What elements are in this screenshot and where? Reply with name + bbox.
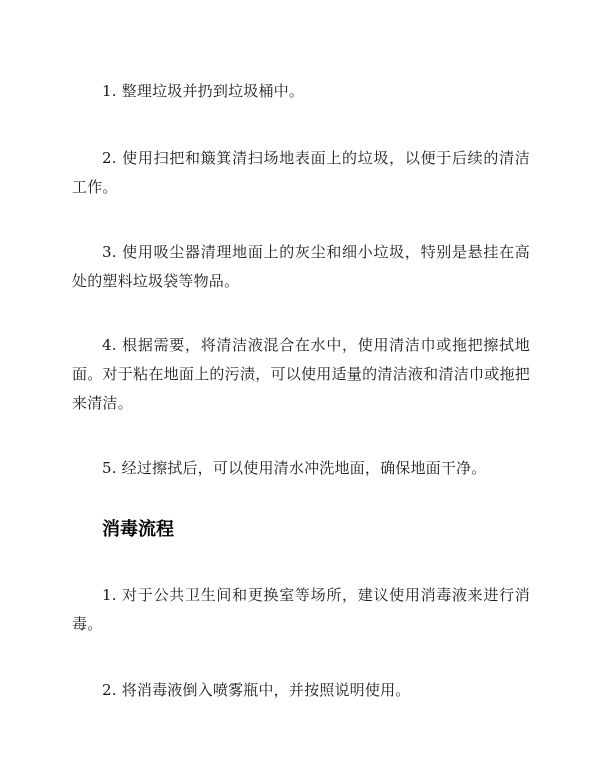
disinfection-heading: 消毒流程 (102, 519, 174, 540)
disinfection-step-2: 2. 将消毒液倒入喷雾瓶中，并按照说明使用。 (102, 681, 411, 699)
disinfection-step-1: 1. 对于公共卫生间和更换室等场所，建议使用消毒液来进行消毒。 (72, 586, 530, 633)
cleaning-step-3: 3. 使用吸尘器清理地面上的灰尘和细小垃圾，特别是悬挂在高处的塑料垃圾袋等物品。 (72, 243, 530, 290)
cleaning-step-1: 1. 整理垃圾并扔到垃圾桶中。 (102, 82, 305, 100)
cleaning-step-4: 4. 根据需要，将清洁液混合在水中，使用清洁巾或拖把擦拭地面。对于粘在地面上的污渍，可以使用适量的清洁液和清洁巾或拖把来清洁。 (72, 336, 530, 412)
cleaning-step-2: 2. 使用扫把和簸箕清扫场地表面上的垃圾，以便于后续的清洁工作。 (72, 149, 530, 196)
cleaning-step-5: 5. 经过擦拭后，可以使用清水冲洗地面，确保地面干净。 (102, 459, 487, 477)
